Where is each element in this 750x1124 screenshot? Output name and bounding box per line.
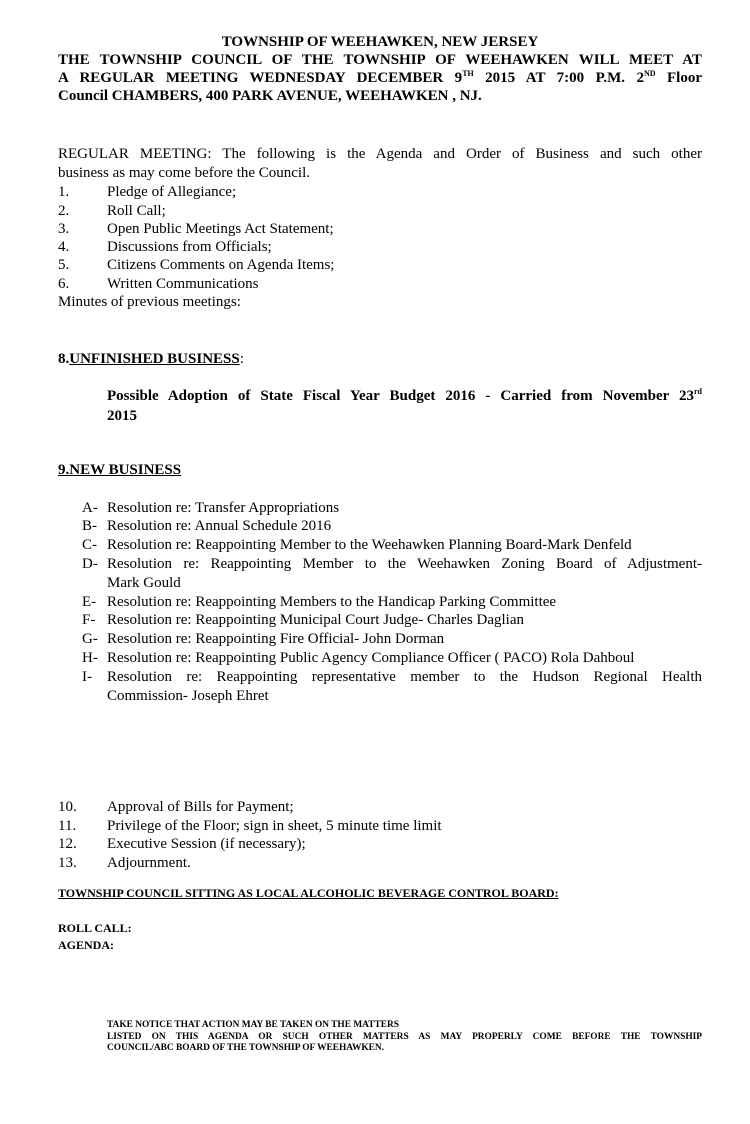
document-title: TOWNSHIP OF WEEHAWKEN, NEW JERSEY (221, 34, 539, 50)
header-date-text: A REGULAR MEETING WEDNESDAY DECEMBER 9 (58, 70, 463, 86)
budget-item-text: Possible Adoption of State Fiscal Year Budget 2016 - Carried from November 23 (107, 388, 694, 404)
minutes-line: Minutes of previous meetings: (58, 294, 241, 310)
intro-line-2: business as may come before the Council. (58, 165, 311, 181)
item-text: Pledge of Allegiance; (107, 184, 237, 200)
item-text: Adjournment. (107, 855, 191, 871)
unfinished-business-heading (58, 350, 244, 369)
item-letter: B- (82, 518, 97, 534)
item-text: Resolution re: Reappointing Fire Official- John Dorman (107, 631, 445, 647)
header-time-text: 2015 AT 7:00 P.M. 2 (473, 70, 644, 86)
item-text: Approval of Bills for Payment; (107, 799, 294, 815)
budget-item-line-1 (107, 386, 702, 406)
section-number: 8. (58, 351, 70, 367)
item-letter: F- (82, 612, 96, 628)
ordinal-suffix: ND (644, 69, 656, 78)
meeting-notice-header (58, 51, 702, 105)
item-letter: E- (82, 594, 97, 610)
item-number: 5. (58, 257, 70, 273)
budget-item-line-2: 2015 (107, 408, 137, 424)
item-text: Open Public Meetings Act Statement; (107, 221, 334, 237)
agenda-label: AGENDA: (58, 938, 114, 952)
header-line-3: Council CHAMBERS, 400 PARK AVENUE, WEEHAWKEN , NJ. (58, 88, 482, 104)
item-text: Discussions from Officials; (107, 239, 272, 255)
item-number: 2. (58, 203, 70, 219)
item-number: 4. (58, 239, 70, 255)
item-text: Executive Session (if necessary); (107, 836, 306, 852)
item-text: Citizens Comments on Agenda Items; (107, 257, 335, 273)
ordinal-suffix: rd (694, 387, 702, 396)
item-text-line-2: Commission- Joseph Ehret (107, 688, 269, 704)
abc-board-heading: TOWNSHIP COUNCIL SITTING AS LOCAL ALCOHOLIC BEVERAGE CONTROL BOARD: (58, 886, 559, 900)
new-business-heading (58, 461, 181, 480)
item-letter: G- (82, 631, 98, 647)
item-text: Resolution re: Reappointing Member to the Weehawken Planning Board-Mark Denfeld (107, 537, 632, 553)
item-letter: H- (82, 650, 98, 666)
item-number: 3. (58, 221, 70, 237)
item-text: Resolution re: Reappointing Members to the Handicap Parking Committee (107, 594, 557, 610)
item-number: 11. (58, 818, 77, 834)
notice-line-3: COUNCIL/ABC BOARD OF THE TOWNSHIP OF WEEHAWKEN. (107, 1043, 385, 1053)
notice-line-1: TAKE NOTICE THAT ACTION MAY BE TAKEN ON THE MATTERS (107, 1020, 399, 1030)
item-text: Privilege of the Floor; sign in sheet, 5 minute time limit (107, 818, 442, 834)
item-text: Resolution re: Reappointing Municipal Court Judge- Charles Daglian (107, 612, 525, 628)
item-text (107, 668, 702, 706)
section-title: UNFINISHED BUSINESS (69, 351, 240, 367)
ordinal-suffix: TH (462, 69, 474, 78)
item-number: 13. (58, 855, 77, 871)
section-number: 9. (58, 462, 70, 478)
item-text-line-1: Resolution re: Reappointing representative member to the Hudson Regional Health (107, 669, 702, 685)
item-text: Resolution re: Transfer Appropriations (107, 500, 340, 516)
item-text: Resolution re: Reappointing Public Agency Compliance Officer ( PACO) Rola Dahboul (107, 650, 635, 666)
budget-adoption-item (107, 386, 702, 426)
item-letter: C- (82, 537, 97, 553)
item-text: Resolution re: Annual Schedule 2016 (107, 518, 332, 534)
item-text-line-2: Mark Gould (107, 575, 181, 591)
heading-colon: : (239, 351, 244, 367)
item-text (107, 555, 702, 593)
item-text: Written Communications (107, 276, 259, 292)
header-line-2 (58, 69, 702, 87)
notice-line-2: LISTED ON THIS AGENDA OR SUCH OTHER MATTERS AS MAY PROPERLY COME BEFORE THE TOWNSHIP (107, 1031, 702, 1042)
item-letter: A- (82, 500, 98, 516)
section-title: NEW BUSINESS (69, 462, 182, 478)
item-letter: D- (82, 556, 98, 572)
intro-line-1: REGULAR MEETING: The following is the Agenda and Order of Business and such other (58, 146, 702, 162)
item-number: 10. (58, 799, 77, 815)
item-number: 1. (58, 184, 70, 200)
header-line-1: THE TOWNSHIP COUNCIL OF THE TOWNSHIP OF WEEHAWKEN WILL MEET AT (58, 52, 702, 68)
roll-call-label: ROLL CALL: (58, 921, 132, 935)
take-notice-statement (107, 1020, 702, 1055)
item-text-line-1: Resolution re: Reappointing Member to the Weehawken Zoning Board of Adjustment- (107, 556, 702, 572)
header-floor-text: Floor (655, 70, 702, 86)
item-letter: I- (82, 669, 92, 685)
item-number: 12. (58, 836, 77, 852)
item-number: 6. (58, 276, 70, 292)
regular-meeting-intro (58, 145, 702, 183)
item-text: Roll Call; (107, 203, 166, 219)
